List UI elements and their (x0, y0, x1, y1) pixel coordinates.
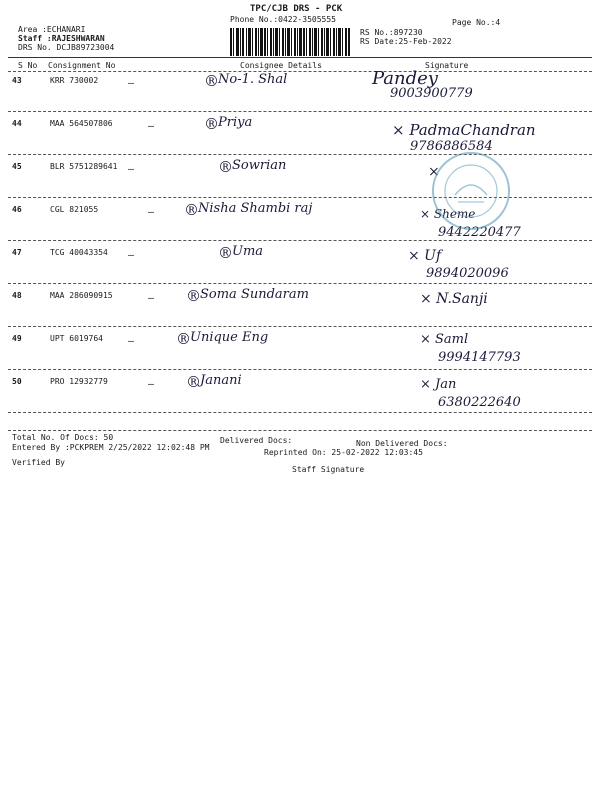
row-sno: 50 (12, 377, 22, 386)
row-consignee: Nisha Shambi raj (198, 201, 313, 216)
row-consignment: MAA 286090915 (50, 291, 113, 300)
row-sno: 49 (12, 334, 22, 343)
reprinted-on: Reprinted On: 25-02-2022 12:03:45 (264, 448, 423, 457)
row-divider (8, 111, 592, 112)
row-consignment: BLR 5751289641 (50, 162, 118, 171)
row-consignment: UPT 6019764 (50, 334, 103, 343)
non-delivered-docs: Non Delivered Docs: (356, 439, 448, 448)
row-consignment: PRO 12932779 (50, 377, 108, 386)
verified-by: Verified By (12, 458, 65, 467)
delivered-docs: Delivered Docs: (220, 436, 293, 445)
col-sno: S No (18, 61, 38, 70)
row-signature: × Sheme (420, 207, 476, 221)
office-stamp (430, 150, 512, 232)
row-consignee-mark: ® (204, 115, 219, 133)
row-signature: × Uf (408, 248, 442, 264)
area: Area :ECHANARI (18, 25, 86, 34)
row-sno: 43 (12, 76, 22, 85)
row-dash: — (128, 78, 135, 89)
row-consignment: KRR 730002 (50, 76, 99, 85)
row-consignee: Sowrian (232, 158, 287, 173)
rs-date: RS Date:25-Feb-2022 (360, 37, 452, 46)
row-consignment: TCG 40043354 (50, 248, 108, 257)
row-sno: 45 (12, 162, 22, 171)
row-consignee-mark: ® (186, 287, 201, 305)
row-phone: 9786886584 (410, 139, 493, 154)
row-divider (8, 369, 592, 370)
row-consignee-mark: ® (218, 244, 233, 262)
row-phone: 9003900779 (390, 86, 473, 101)
document-title: TPC/CJB DRS - PCK (250, 4, 343, 14)
staff: Staff :RAJESHWARAN (18, 34, 105, 43)
drs-number: DRS No. DCJB89723004 (18, 43, 115, 52)
row-divider (8, 326, 592, 327)
footer-rule (8, 430, 592, 431)
row-phone: 9442220477 (438, 225, 521, 240)
header-rule-bottom (8, 71, 592, 72)
row-consignee: Janani (200, 373, 242, 388)
row-signature: × N.Sanji (420, 291, 488, 307)
row-consignment: CGL 821055 (50, 205, 99, 214)
row-divider (8, 283, 592, 284)
row-consignee: Uma (232, 244, 264, 259)
row-sno: 48 (12, 291, 22, 300)
entered-by: Entered By :PCKPREM 2/25/2022 12:02:48 PM (12, 443, 210, 452)
row-signature: × PadmaChandran (392, 121, 536, 139)
row-signature: × Jan (420, 377, 457, 392)
row-signature: × Saml (420, 332, 469, 347)
row-consignee-mark: ® (176, 330, 191, 348)
total-docs: Total No. Of Docs: 50 (12, 433, 114, 442)
row-consignee-mark: ® (204, 72, 219, 90)
phone-number: Phone No.:0422-3505555 (230, 15, 336, 24)
page-number: Page No.:4 (452, 18, 501, 27)
barcode (230, 28, 350, 56)
row-consignee-mark: ® (184, 201, 199, 219)
row-dash: — (128, 250, 135, 261)
row-phone: 9894020096 (426, 266, 509, 281)
row-sno: 46 (12, 205, 22, 214)
row-dash: — (148, 121, 155, 132)
row-divider (8, 412, 592, 413)
col-consignee: Consignee Details (240, 61, 322, 70)
row-dash: — (148, 207, 155, 218)
row-consignee-mark: ® (186, 373, 201, 391)
staff-signature: Staff Signature (292, 465, 365, 474)
header-rule-top (8, 57, 592, 58)
row-consignment: MAA 564507806 (50, 119, 113, 128)
row-dash: — (148, 379, 155, 390)
row-phone: 6380222640 (438, 395, 521, 410)
row-consignee: Priya (218, 115, 253, 130)
row-sno: 47 (12, 248, 22, 257)
row-sno: 44 (12, 119, 22, 128)
row-signature: Pandey (372, 68, 438, 89)
row-dash: — (148, 293, 155, 304)
row-phone: 9994147793 (438, 350, 521, 365)
row-signature: × (428, 164, 440, 180)
row-consignee: Unique Eng (190, 330, 269, 345)
row-dash: — (128, 164, 135, 175)
row-divider (8, 240, 592, 241)
row-dash: — (128, 336, 135, 347)
col-signature: Signature (425, 61, 469, 70)
row-consignee-mark: ® (218, 158, 233, 176)
row-consignee: Soma Sundaram (200, 287, 309, 302)
col-consignment: Consignment No (48, 61, 116, 70)
rs-number: RS No.:897230 (360, 28, 423, 37)
row-consignee: No-1. Shal (218, 72, 288, 87)
